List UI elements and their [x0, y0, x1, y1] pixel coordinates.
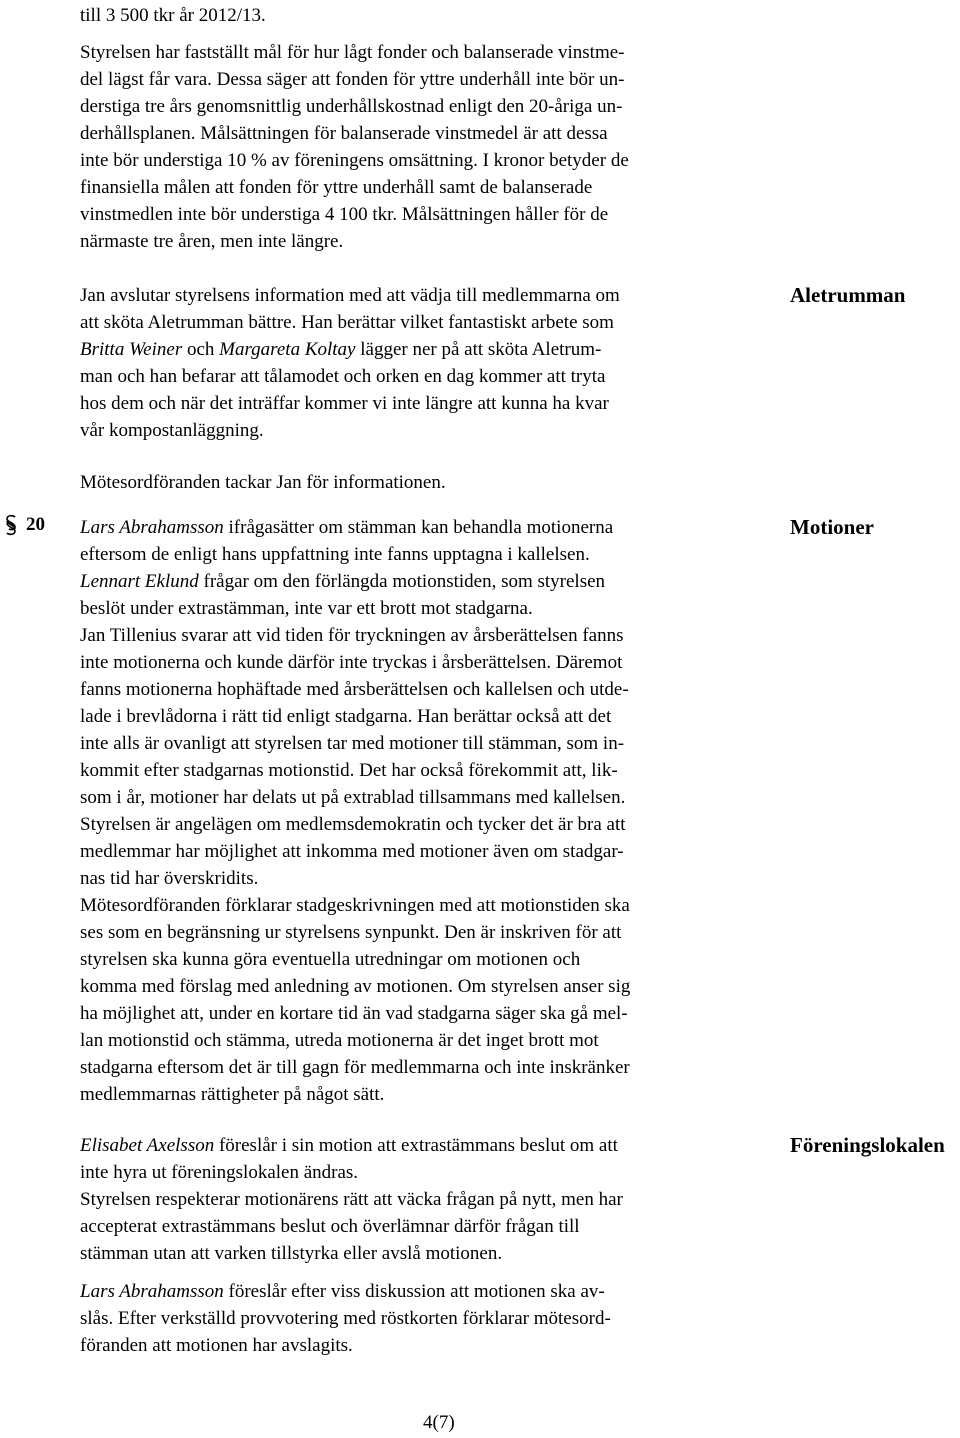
text-line: närmaste tre åren, men inte längre.: [80, 231, 344, 252]
text-line: [80, 1278, 770, 1305]
text-line: komma med förslag med anledning av motionen. Om styrelsen anser sig: [80, 976, 631, 997]
text-line: inte alls är ovanligt att styrelsen tar med motioner till stämman, som in-: [80, 733, 625, 754]
person-name: Lars Abrahamsson: [80, 1281, 224, 1302]
text-fragment: ifrågasätter om stämman kan behandla motionerna: [223, 517, 614, 538]
text-block-aletrumman: [80, 282, 770, 444]
text-line: Styrelsen respekterar motionärens rätt att väcka frågan på nytt, men har: [80, 1189, 623, 1210]
text-block-1: [80, 2, 770, 29]
text-line: Jan Tillenius svarar att vid tiden för tryckningen av årsberättelsen fanns: [80, 625, 624, 646]
text-line: stämman utan att varken tillstyrka eller avslå motionen.: [80, 1243, 503, 1264]
person-name: Elisabet Axelsson: [80, 1135, 215, 1156]
text-line: eftersom de enligt hans uppfattning inte fanns upptagna i kallelsen.: [80, 544, 590, 565]
text-line: lade i brevlådorna i rätt tid enligt stadgarna. Han berättar också att det: [80, 706, 612, 727]
person-name: Lennart Eklund: [80, 571, 199, 592]
margin-heading-foreningslokalen: Föreningslokalen: [790, 1133, 945, 1157]
text-line: styrelsen ska kunna göra eventuella utredningar om motionen och: [80, 949, 581, 970]
text-line: stadgarna eftersom det är till gagn för medlemmarna och inte inskränker: [80, 1057, 630, 1078]
text-line: hos dem och när det inträffar kommer vi inte längre att kunna ha kvar: [80, 393, 609, 414]
text-line: derhållsplanen. Målsättningen för balanserade vinstmedel är att dessa: [80, 123, 608, 144]
text-block-finance-goals: [80, 39, 770, 255]
text-block-decision: [80, 1278, 770, 1359]
text-block-foreningslokalen: [80, 1132, 770, 1267]
text-line: medlemmar har möjlighet att inkomma med motioner även om stadgar-: [80, 841, 624, 862]
text-line: accepterat extrastämmans beslut och överlämnar därför frågan till: [80, 1216, 580, 1237]
margin-heading-aletrumman: Aletrumman: [790, 283, 906, 307]
text-line: slås. Efter verkställd provvotering med röstkorten förklarar mötesord-: [80, 1308, 611, 1329]
text-line: inte bör understiga 10 % av föreningens omsättning. I kronor betyder de: [80, 150, 629, 171]
text-block-thanks: [80, 469, 770, 496]
text-line: som i år, motioner har delats ut på extrablad tillsammans med kallelsen.: [80, 787, 626, 808]
text-line: [80, 514, 770, 541]
text-line: till 3 500 tkr år 2012/13.: [80, 5, 266, 26]
text-line: [80, 1132, 770, 1159]
text-fragment: lägger ner på att sköta Aletrum-: [355, 339, 602, 360]
text-fragment: föreslår i sin motion att extrastämmans beslut om att: [214, 1135, 618, 1156]
text-line: man och han befarar att tålamodet och orken en dag kommer att tryta: [80, 366, 606, 387]
text-line: Jan avslutar styrelsens information med att vädja till medlemmarna om: [80, 285, 620, 306]
text-line: medlemmarnas rättigheter på något sätt.: [80, 1084, 385, 1105]
paragraph-number: [2, 514, 45, 536]
text-line: föranden att motionen har avslagits.: [80, 1335, 353, 1356]
text-line: vinstmedlen inte bör understiga 4 100 tkr. Målsättningen håller för de: [80, 204, 609, 225]
text-line: inte motionerna och kunde därför inte tryckas i årsberättelsen. Däremot: [80, 652, 623, 673]
person-name: Margareta Koltay: [219, 339, 356, 360]
text-line: vår kompostanläggning.: [80, 420, 264, 441]
text-line: ses som en begränsning ur styrelsens synpunkt. Den är inskriven för att: [80, 922, 622, 943]
text-line: Mötesordföranden förklarar stadgeskrivningen med att motionstiden ska: [80, 895, 630, 916]
text-line: [80, 568, 770, 595]
text-line: fanns motionerna hophäftade med årsberättelsen och kallelsen och utde-: [80, 679, 629, 700]
text-line: del lägst får vara. Dessa säger att fonden för yttre underhåll inte bör un-: [80, 69, 625, 90]
text-line: Mötesordföranden tackar Jan för informationen.: [80, 472, 446, 493]
text-fragment: och: [182, 339, 220, 360]
section-sign-icon: [2, 514, 20, 536]
text-line: nas tid har överskridits.: [80, 868, 259, 889]
text-line: Styrelsen är angelägen om medlemsdemokratin och tycker det är bra att: [80, 814, 626, 835]
text-line: lan motionstid och stämma, utreda motionerna är det inget brott mot: [80, 1030, 599, 1051]
text-fragment: föreslår efter viss diskussion att motionen ska av-: [223, 1281, 605, 1302]
text-fragment: frågar om den förlängda motionstiden, som styrelsen: [198, 571, 606, 592]
text-line: inte hyra ut föreningslokalen ändras.: [80, 1162, 359, 1183]
person-name: Lars Abrahamsson: [80, 517, 224, 538]
text-line: derstiga tre års genomsnittlig underhållskostnad enligt den 20-åriga un-: [80, 96, 623, 117]
text-line: Styrelsen har fastställt mål för hur lågt fonder och balanserade vinstme-: [80, 42, 625, 63]
text-block-motioner: [80, 514, 770, 1108]
text-line: finansiella målen att fonden för yttre underhåll samt de balanserade: [80, 177, 593, 198]
margin-heading-motioner: Motioner: [790, 515, 874, 539]
text-line: ha möjlighet att, under en kortare tid än vad stadgarna säger ska gå mel-: [80, 1003, 628, 1024]
text-line: [80, 336, 770, 363]
text-line: kommit efter stadgarnas motionstid. Det har också förekommit att, lik-: [80, 760, 618, 781]
page-number: 4(7): [423, 1412, 455, 1433]
paragraph-number-value: 20: [26, 514, 45, 535]
person-name: Britta Weiner: [80, 339, 183, 360]
text-line: beslöt under extrastämman, inte var ett brott mot stadgarna.: [80, 598, 533, 619]
text-line: att sköta Aletrumman bättre. Han berättar vilket fantastiskt arbete som: [80, 312, 614, 333]
